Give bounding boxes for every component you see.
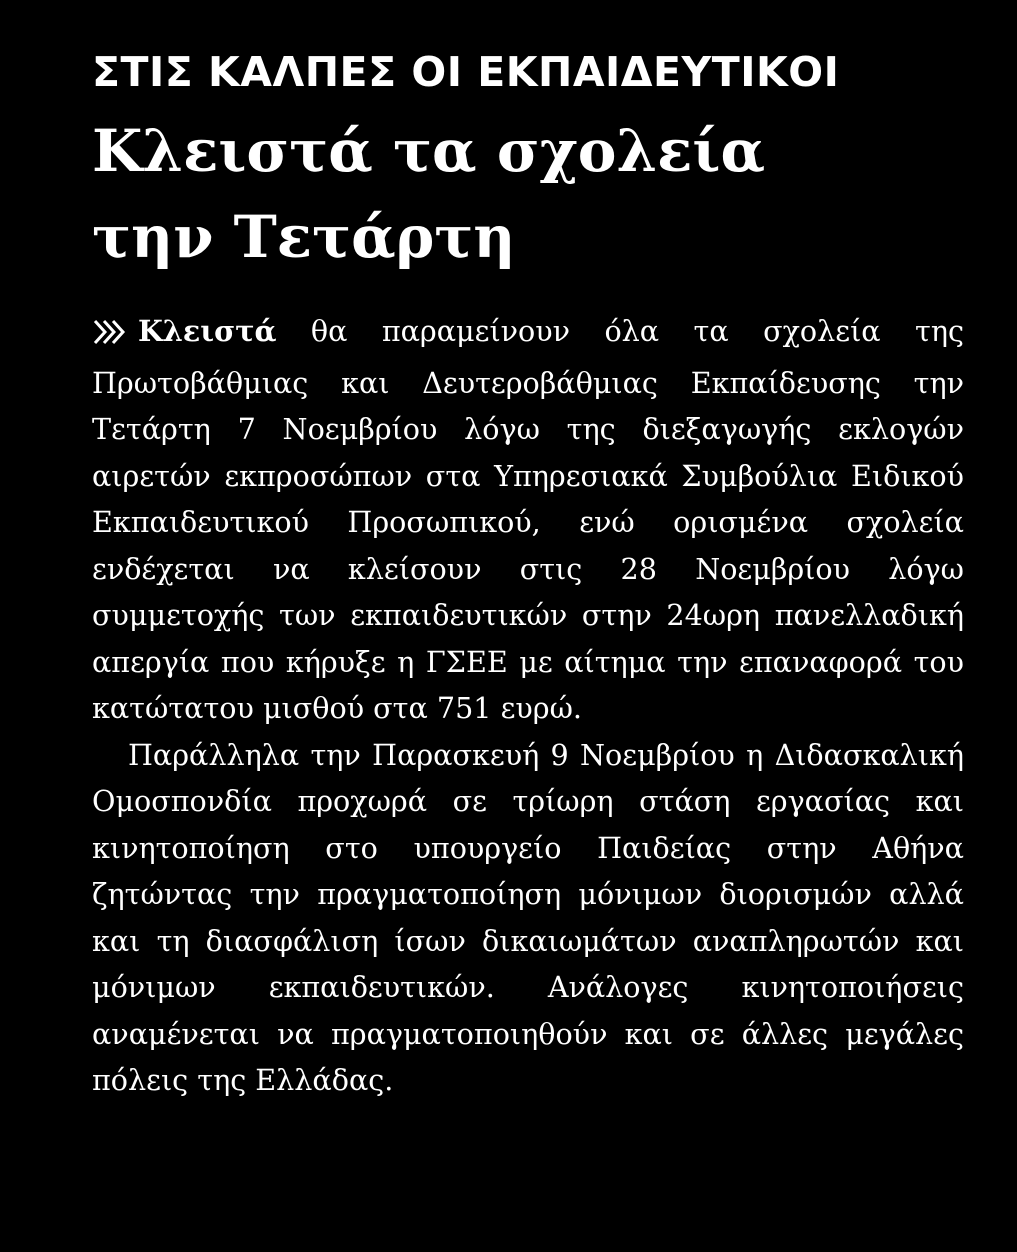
double-chevron-right-icon	[92, 313, 132, 360]
article-body	[92, 308, 964, 1104]
headline-line-2: την Τετάρτη	[92, 203, 516, 271]
headline-line-1: Κλειστά τα σχολεία	[92, 117, 766, 185]
lead-word: Κλειστά	[138, 314, 277, 348]
paragraph-1	[92, 308, 964, 732]
paragraph-2: Παράλληλα την Παρασκευή 9 Νοεμβρίου η Διδασκαλική Ομοσπονδία προχωρά σε τρίωρη στάση εργασίας και κινητοποίηση στο υπουργείο Παιδείας στην Αθήνα ζητώντας την πραγματοποίηση μόνιμων διορισμών αλλά και τη διασφάλιση ίσων δικαιωμάτων αναπληρωτών και μόνιμων εκπαιδευτικών. Ανάλογες κινητοποιήσεις αναμένεται να πραγματοποιηθούν και σε άλλες μεγάλες πόλεις της Ελλάδας.	[92, 737, 964, 1097]
article-kicker: ΣΤΙΣ ΚΑΛΠΕΣ ΟΙ ΕΚΠΑΙΔΕΥΤΙΚΟΙ	[92, 48, 840, 96]
article	[92, 40, 964, 1104]
paragraph-1-text: θα παραμείνουν όλα τα σχολεία της Πρωτοβάθμιας και Δευτεροβάθμιας Εκπαίδευσης την Τετάρτη 7 Νοεμβρίου λόγω της διεξαγωγής εκλογών αιρετών εκπροσώπων στα Υπηρεσιακά Συμβούλια Ειδικού Εκπαιδευτικού Προσωπικού, ενώ ορισμένα σχολεία ενδέχεται να κλείσουν στις 28 Νοεμβρίου λόγω συμμετοχής των εκπαιδευτικών στην 24ωρη πανελλαδική απεργία που κήρυξε η ΓΣΕΕ με αίτημα την επαναφορά του κατώτατου μισθού στα 751 ευρώ.	[92, 314, 964, 725]
article-headline	[92, 108, 964, 280]
